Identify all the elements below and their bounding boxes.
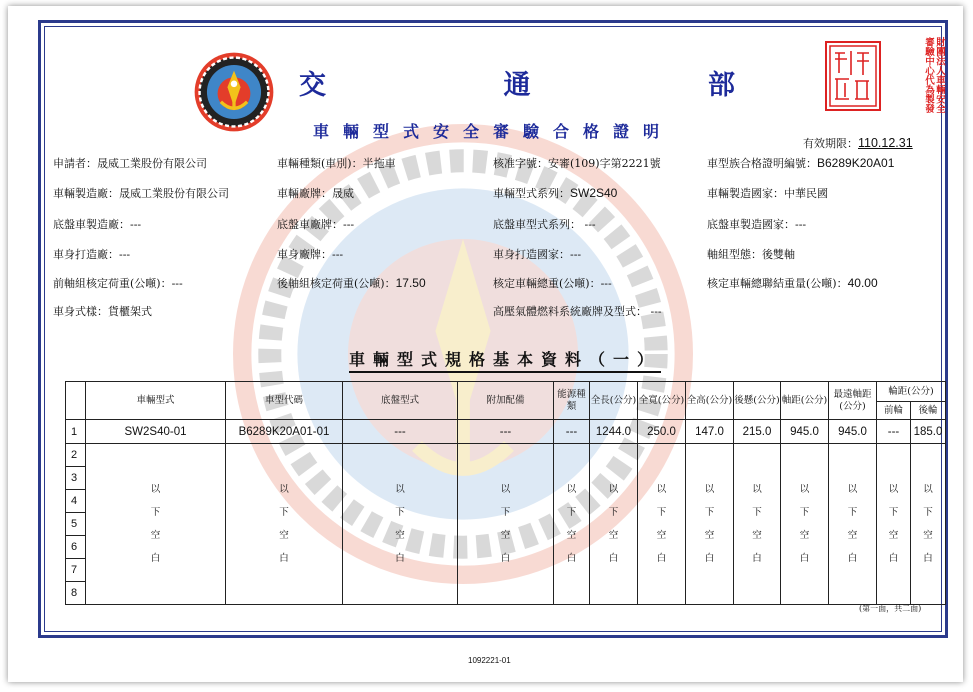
combo-weight-value: 40.00 xyxy=(847,276,878,290)
ministry-char: 通 xyxy=(503,70,531,101)
series-label: 車輛型式系列： xyxy=(493,187,570,200)
track-front-cell: --- xyxy=(877,420,911,444)
max-wheelbase-cell: 945.0 xyxy=(829,420,877,444)
header-chassis: 底盤型式 xyxy=(343,382,458,420)
blank-marker: 以 下 空 白 xyxy=(590,444,638,605)
combo-weight-label: 核定車輛總聯結重量(公噸)： xyxy=(707,277,848,290)
table-row xyxy=(66,420,946,444)
validity-value: 110.12.31 xyxy=(858,136,913,150)
chassis-maker-field: 底盤車製造廠：--- xyxy=(53,218,142,231)
height-cell: 147.0 xyxy=(686,420,734,444)
certificate-title: 車輛型式安全審驗合格證明 xyxy=(313,122,674,141)
cng-system-field: 高壓氣體燃料系統廠牌及型式： --- xyxy=(493,305,662,318)
track-rear-cell: 185.0 xyxy=(911,420,946,444)
header-overhang: 後懸(公分) xyxy=(734,382,781,420)
validity-label: 有效期限： xyxy=(803,137,858,150)
header-model: 車輛型式 xyxy=(86,382,226,420)
ministry-char: 交 xyxy=(299,70,326,101)
energy-cell: --- xyxy=(554,420,590,444)
series-field xyxy=(493,185,617,201)
header-energy: 能源種類 xyxy=(554,382,590,420)
row-number: 7 xyxy=(66,559,86,582)
ministry-emblem-icon xyxy=(193,51,275,133)
axle-config-field: 軸組型態：後雙軸 xyxy=(707,248,795,261)
row-number: 2 xyxy=(66,444,86,467)
certificate-page xyxy=(8,6,963,682)
body-style-field: 車身式樣：貨櫃架式 xyxy=(53,305,152,318)
chassis-country-field: 底盤車製造國家：--- xyxy=(707,218,807,231)
header-track: 輪距(公分) xyxy=(877,382,946,402)
header-max-wheelbase: 最遠軸距(公分) xyxy=(829,382,877,420)
table-row xyxy=(66,444,946,467)
body-country-field: 車身打造國家：--- xyxy=(493,248,582,261)
blank-marker: 以 下 空 白 xyxy=(638,444,686,605)
approval-number-field: 核准字號：安審(109)字第2221號 xyxy=(493,157,661,170)
family-cert-field xyxy=(707,155,894,171)
blank-marker: 以 下 空 白 xyxy=(829,444,877,605)
header-wheelbase: 軸距(公分) xyxy=(781,382,829,420)
row-number: 5 xyxy=(66,513,86,536)
manufacturer-field: 車輛製造廠：晟威工業股份有限公司 xyxy=(53,187,229,200)
chassis-series-field: 底盤車型式系列： --- xyxy=(493,218,596,231)
blank-marker: 以 下 空 白 xyxy=(734,444,781,605)
blank-marker: 以 下 空 白 xyxy=(554,444,590,605)
ministry-title xyxy=(299,63,735,101)
brand-field: 車輛廠牌：晟威 xyxy=(277,187,354,200)
model-cell: SW2S40-01 xyxy=(86,420,226,444)
spec-section-title: 車輛型式規格基本資料（一） xyxy=(349,347,661,373)
applicant-field: 申請者：晟威工業股份有限公司 xyxy=(53,157,207,170)
combo-weight-field xyxy=(707,275,878,291)
certificate-border xyxy=(38,20,948,638)
blank-marker: 以 下 空 白 xyxy=(911,444,946,605)
header-equipment: 附加配備 xyxy=(458,382,554,420)
code-cell: B6289K20A01-01 xyxy=(226,420,343,444)
blank-marker: 以 下 空 白 xyxy=(781,444,829,605)
row-number: 8 xyxy=(66,582,86,605)
wheelbase-cell: 945.0 xyxy=(781,420,829,444)
series-value: SW2S40 xyxy=(570,186,618,200)
seal-stamp-icon xyxy=(827,43,879,109)
chassis-brand-field: 底盤車廠牌：--- xyxy=(277,218,355,231)
rear-axle-value: 17.50 xyxy=(395,276,426,290)
row-number: 4 xyxy=(66,490,86,513)
row-number: 3 xyxy=(66,467,86,490)
official-seal-stamp xyxy=(825,41,881,111)
gross-weight-field: 核定車輛總重(公噸)：--- xyxy=(493,277,612,290)
family-cert-label: 車型族合格證明編號： xyxy=(707,157,817,170)
rear-axle-load-field xyxy=(277,275,426,291)
validity-period xyxy=(803,135,913,151)
header-height: 全高(公分) xyxy=(686,382,734,420)
front-axle-load-field: 前軸組核定荷重(公噸)：--- xyxy=(53,277,183,290)
spec-table xyxy=(65,381,946,605)
body-brand-field: 車身廠牌：--- xyxy=(277,248,344,261)
header-width: 全寬(公分) xyxy=(638,382,686,420)
chassis-cell: --- xyxy=(343,420,458,444)
ministry-char: 部 xyxy=(708,70,735,101)
blank-marker: 以 下 空 白 xyxy=(877,444,911,605)
page-info: (第一面，共二面) xyxy=(859,604,922,613)
issuer-seal-text: 財團法人車輛安全審驗中心代為製發 xyxy=(923,37,945,113)
header-track-front: 前輪 xyxy=(877,402,911,420)
length-cell: 1244.0 xyxy=(590,420,638,444)
body-maker-field: 車身打造廠：--- xyxy=(53,248,131,261)
row-number: 6 xyxy=(66,536,86,559)
header-track-rear: 後輪 xyxy=(911,402,946,420)
blank-marker: 以 下 空 白 xyxy=(226,444,343,605)
header-code: 車型代碼 xyxy=(226,382,343,420)
document-code: 1092221-01 xyxy=(468,656,511,665)
country-field: 車輛製造國家：中華民國 xyxy=(707,187,828,200)
width-cell: 250.0 xyxy=(638,420,686,444)
blank-marker: 以 下 空 白 xyxy=(343,444,458,605)
family-cert-value: B6289K20A01 xyxy=(817,156,895,170)
header-length: 全長(公分) xyxy=(590,382,638,420)
vehicle-type-field: 車輛種類(車別)：半拖車 xyxy=(277,157,396,170)
blank-marker: 以 下 空 白 xyxy=(86,444,226,605)
blank-marker: 以 下 空 白 xyxy=(458,444,554,605)
equipment-cell: --- xyxy=(458,420,554,444)
header-row-number xyxy=(66,382,86,420)
blank-marker: 以 下 空 白 xyxy=(686,444,734,605)
overhang-cell: 215.0 xyxy=(734,420,781,444)
rear-axle-label: 後軸組核定荷重(公噸)： xyxy=(277,277,396,290)
row-number: 1 xyxy=(66,420,86,444)
